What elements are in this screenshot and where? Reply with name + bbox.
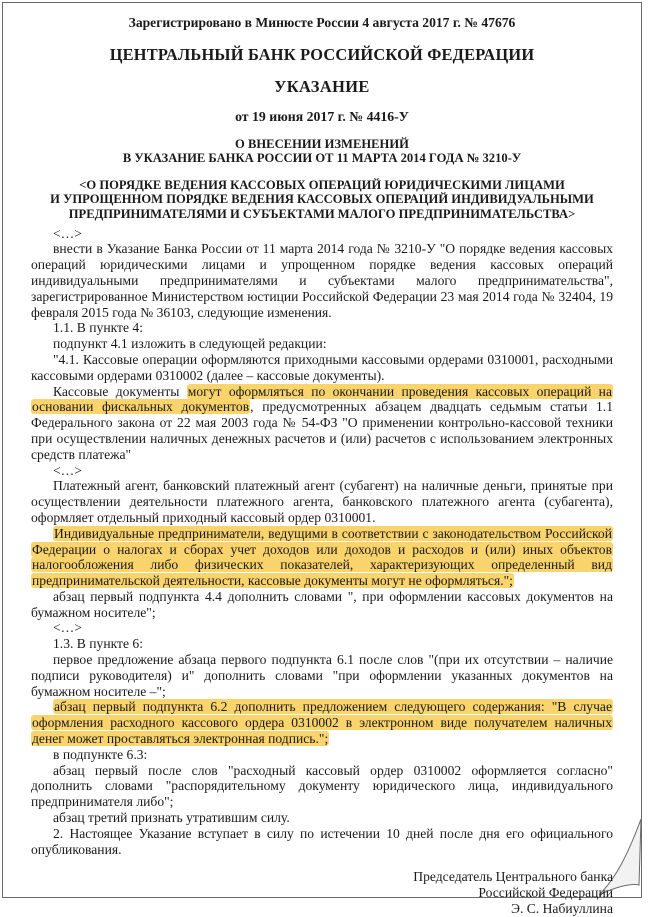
- signature-name: Э. С. Набиуллина: [510, 901, 613, 917]
- item-2: 2. Настоящее Указание вступает в силу по истечении 10 дней после дня его официального опубликования.: [31, 825, 613, 857]
- signature-block: [31, 869, 613, 916]
- title-line-2: И УПРОЩЕННОМ ПОРЯДКЕ ВЕДЕНИЯ КАССОВЫХ ОПЕРАЦИЙ ИНДИВИДУАЛЬНЫМИ: [50, 192, 594, 207]
- document-title: [31, 178, 613, 222]
- subitem-4-1: подпункт 4.1 изложить в следующей редакции:: [53, 336, 327, 352]
- subject-heading: [31, 137, 613, 166]
- document-date-number: от 19 июня 2017 г. № 4416-У: [235, 108, 409, 124]
- entrepreneurs-paragraph: [31, 526, 613, 589]
- ellipsis: <…>: [53, 462, 82, 478]
- subitem-6-2: [31, 699, 613, 746]
- intro-paragraph: внести в Указание Банка России от 11 марта 2014 года № 3210-У "О порядке ведения кассовых операций юридическими лицами и упрощенном порядке ведения кассовых операций индивидуальными предпринимателями и субъектами малого предпринимательства", зарегистрированное Министерством юстиции Российской Федерации 23 мая 2014 года № 32404, 19 февраля 2015 года № 36103, следующие изменения.: [31, 241, 613, 320]
- subject-line-2: В УКАЗАНИЕ БАНКА РОССИИ ОТ 11 МАРТА 2014 ГОДА № 3210-У: [122, 151, 522, 166]
- title-line-1: <О ПОРЯДКЕ ВЕДЕНИЯ КАССОВЫХ ОПЕРАЦИЙ ЮРИДИЧЕСКИМИ ЛИЦАМИ: [79, 177, 565, 192]
- highlighted-text: Индивидуальные предприниматели, ведущими в соответствии с законодательством Российской Федерации о налогах и сборах учет доходов или доходов и расходов и (или) иных объектов налогообложения либо физических показателей, характеризующих определенный вид предпринимательской деятельности, кассовые документы могут не оформляться.";: [32, 525, 612, 589]
- highlighted-text: абзац первый подпункта 6.2 дополнить предложением следующего содержания: "В случае оформления расходного кассового ордера 0310002 в электронном виде получателем наличных денег может проставляться электронная подпись.";: [32, 699, 612, 747]
- subitem-6-3: в подпункте 6.3:: [53, 746, 148, 762]
- document-page: [2, 2, 642, 917]
- subitem-6-3-paragraph-1: абзац первый после слов "расходный кассовый ордер 0310002 оформляется согласно" дополнить словами "распорядительному документу юридического лица, индивидуального предпринимателя либо";: [31, 762, 613, 810]
- item-1-1: 1.1. В пункте 4:: [53, 320, 143, 336]
- payment-agent-paragraph: Платежный агент, банковский платежный агент (субагент) на наличные деньги, принятые при осуществлении деятельности платежного агента, банковского платежного агента (субагента), оформляет отдельный приходный кассовый ордер 0310001.: [31, 478, 613, 525]
- subject-line-1: О ВНЕСЕНИИ ИЗМЕНЕНИЙ: [235, 136, 409, 151]
- quote-4-1: "4.1. Кассовые операции оформляются приходными кассовыми ордерами 0310001, расходными кассовыми ордерами 0310002 (далее – кассовые документы).: [31, 351, 613, 383]
- subitem-6-3-paragraph-3: абзац третий признать утратившим силу.: [53, 810, 290, 826]
- bank-name: ЦЕНТРАЛЬНЫЙ БАНК РОССИЙСКОЙ ФЕДЕРАЦИИ: [109, 44, 535, 64]
- subitem-6-1: первое предложение абзаца первого подпункта 6.1 после слов "(при их отсутствии – наличие подписи руководителя) и" дополнить словами "при оформлении указанных документов на бумажном носителе –";: [31, 652, 613, 699]
- ellipsis: <…>: [53, 225, 82, 241]
- subitem-4-4: абзац первый подпункта 4.4 дополнить словами ", при оформлении кассовых документов на бумажном носителе";: [31, 588, 613, 620]
- signature-title-2: Российской Федерации: [478, 885, 613, 901]
- registration-line: Зарегистрировано в Минюсте России 4 августа 2017 г. № 47676: [128, 15, 516, 30]
- cash-documents-text-b: , предусмотренных абзацем двадцать седьмым статьи 1.1 Федерального закона от 22 мая 2003 года № 54-ФЗ "О применении контрольно-кассовой техники при осуществлении наличных денежных расчетов и (или) расчетов с использованием электронных средств платежа": [31, 399, 613, 462]
- cash-documents-paragraph: [31, 384, 613, 463]
- title-line-3: ПРЕДПРИНИМАТЕЛЯМИ И СУБЪЕКТАМИ МАЛОГО ПРЕДПРИНИМАТЕЛЬСТВА>: [68, 206, 576, 221]
- document-type: УКАЗАНИЕ: [274, 76, 370, 96]
- signature-title-1: Председатель Центрального банка: [413, 869, 613, 885]
- highlighted-text: могут оформляться по окончании проведения кассовых операций на основании фискальных документов: [32, 383, 612, 415]
- cash-documents-text-a: Кассовые документы: [53, 383, 187, 399]
- item-1-3: 1.3. В пункте 6:: [53, 636, 143, 652]
- document-body: [31, 15, 613, 917]
- ellipsis: <…>: [53, 620, 82, 636]
